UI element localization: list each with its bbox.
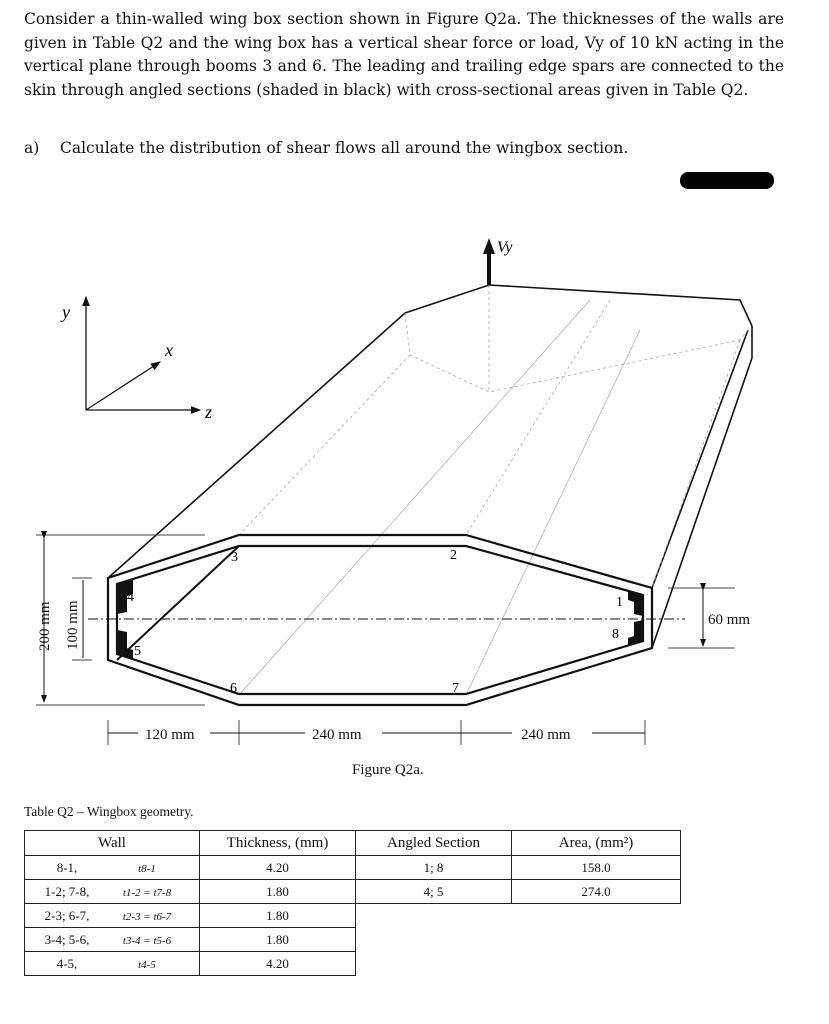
wingbox-geometry-table [24, 830, 681, 976]
table-row [25, 904, 681, 928]
table-row [25, 856, 681, 880]
table-row [25, 928, 681, 952]
part-label: a) [24, 139, 40, 157]
question-paragraph: Consider a thin-walled wing box section shown in Figure Q2a. The thicknesses of the walls are given in Table Q2 and the wing box has a vertical shear force or load, Vy of 10 kN acting in the vertical plane through booms 3 and 6. The leading and trailing edge spars are connected to the skin through angled sections (shaded in black) with cross-sectional areas given in Table Q2. [24, 10, 784, 99]
wall-cell: 4-5, [56, 955, 78, 971]
header-wall: Wall [25, 831, 200, 856]
boom-5-label: 5 [134, 644, 141, 659]
figure-caption: Figure Q2a. [352, 762, 424, 778]
boom-1-label: 1 [616, 595, 623, 610]
wall-cell: 3-4; 5-6, [44, 931, 90, 947]
diagonal-edge [117, 546, 239, 660]
wall-symbol: t4-5 [138, 958, 156, 971]
thickness-cell: 1.80 [200, 904, 356, 928]
table-row [25, 952, 681, 976]
thickness-cell: 4.20 [200, 952, 356, 976]
wall-symbol: t8-1 [138, 862, 156, 875]
dim-240mm-a: 240 mm [312, 727, 362, 743]
dim-100mm: 100 mm [65, 600, 81, 650]
x-axis-label: x [165, 340, 173, 360]
table-caption: Table Q2 – Wingbox geometry. [24, 804, 194, 819]
y-axis-label: y [62, 302, 70, 322]
area-cell: 158.0 [512, 856, 681, 880]
thickness-cell: 1.80 [200, 928, 356, 952]
boom-4-label: 4 [127, 590, 134, 605]
axis-triad [86, 297, 200, 410]
wingbox-3d-outline [108, 285, 752, 648]
table-row [25, 880, 681, 904]
header-angled-section: Angled Section [356, 831, 512, 856]
thickness-cell: 1.80 [200, 880, 356, 904]
boom-lines [239, 300, 640, 695]
angled-cell: 4; 5 [356, 880, 512, 904]
part-text: Calculate the distribution of shear flows all around the wingbox section. [60, 139, 629, 157]
boom-3-label: 3 [231, 550, 238, 565]
wall-cell: 8-1, [56, 859, 78, 875]
header-area: Area, (mm²) [512, 831, 681, 856]
wall-cell: 2-3; 6-7, [44, 907, 90, 923]
header-thickness: Thickness, (mm) [200, 831, 356, 856]
wall-symbol: t3-4 = t5-6 [122, 934, 172, 947]
dim-60mm: 60 mm [708, 612, 751, 628]
dim-240mm-b: 240 mm [521, 727, 571, 743]
wall-cell: 1-2; 7-8, [44, 883, 90, 899]
load-label: Vy [497, 239, 513, 256]
area-cell: 274.0 [512, 880, 681, 904]
angled-cell: 1; 8 [356, 856, 512, 880]
z-axis-label: z [205, 402, 213, 422]
boom-6-label: 6 [230, 681, 237, 696]
wall-symbol: t2-3 = t6-7 [122, 910, 172, 923]
section-inner-skin [117, 546, 643, 694]
boom-2-label: 2 [450, 548, 457, 563]
dim-200mm: 200 mm [37, 601, 53, 651]
wall-symbol: t1-2 = t7-8 [122, 886, 172, 899]
boom-7-label: 7 [452, 681, 459, 696]
dim-120mm: 120 mm [145, 727, 195, 743]
boom-8-label: 8 [612, 627, 619, 642]
thickness-cell: 4.20 [200, 856, 356, 880]
load-arrow [483, 238, 495, 285]
